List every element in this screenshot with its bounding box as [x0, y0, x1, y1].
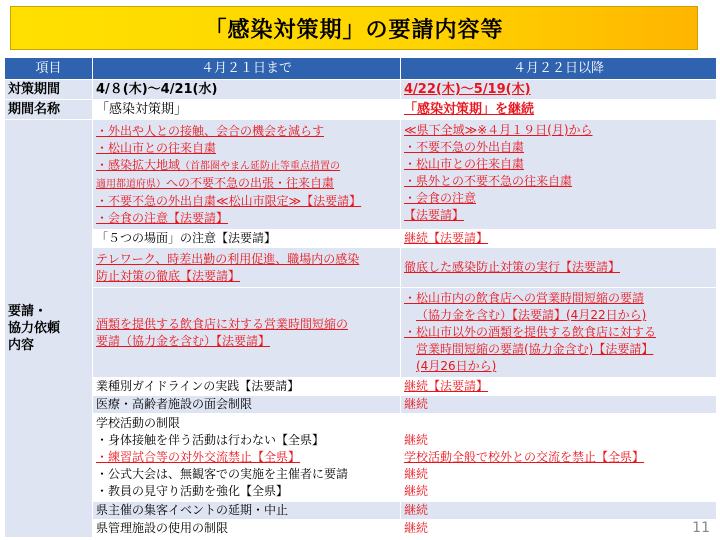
- r4-after: [401, 288, 717, 378]
- row-r6: [5, 396, 717, 414]
- label-name: 期間名称: [5, 100, 93, 120]
- r3-before-line: 防止対策の徹底【法要請】: [96, 268, 241, 283]
- r3-after: 徹底した感染防止対策の実行【法要請】: [401, 248, 717, 288]
- r1-before-line: 適用都道府県）への不要不急の出張・往来自粛: [96, 175, 335, 190]
- table-header: [5, 58, 717, 80]
- header-until-0421: ４月２１日まで: [93, 58, 401, 80]
- r8-before: 県主催の集客イベントの延期・中止: [93, 502, 401, 520]
- row-r8: [5, 502, 717, 520]
- r4-after-line: ・松山市以外の酒類を提供する飲食店に対する: [404, 325, 657, 339]
- r1-after-line: ・松山市との往来自粛: [404, 157, 525, 171]
- row-r9: [5, 520, 717, 538]
- r5-before: 業種別ガイドラインの実践【法要請】: [93, 378, 401, 396]
- title-banner: [10, 6, 698, 50]
- r7-after-line: 継続: [404, 433, 429, 447]
- r3-before-line: テレワーク、時差出勤の利用促進、職場内の感染: [96, 251, 360, 266]
- label-request: [5, 120, 93, 538]
- r1-before-line: ・松山市との往来自粛: [96, 140, 217, 155]
- r6-after: 継続: [401, 396, 717, 414]
- label-request-3: 内容: [8, 338, 35, 353]
- r8-after: 継続: [401, 502, 717, 520]
- r1-before-line: ・外出や人との接触、会合の機会を減らす: [96, 123, 325, 138]
- r7-before-line: ・教員の見守り活動を強化【全県】: [96, 484, 289, 498]
- r4-after-line: 営業時間短縮の要請(協力金含む)【法要請】: [416, 342, 654, 356]
- r7-after-line: 学校活動全般で校外との交流を禁止【全県】: [404, 450, 645, 464]
- r9-after: 継続: [401, 520, 717, 538]
- row-r7: [5, 414, 717, 502]
- r1-after: [401, 120, 717, 230]
- r7-before: [93, 414, 401, 502]
- row-name: [5, 100, 717, 120]
- label-request-2: 協力依頼: [8, 321, 61, 336]
- r1-after-line: ・不要不急の外出自粛: [404, 140, 525, 154]
- r4-after-line: ・松山市内の飲食店への営業時間短縮の要請: [404, 291, 645, 305]
- r7-after-line: 継続: [404, 484, 429, 498]
- r6-before: 医療・高齢者施設の面会制限: [93, 396, 401, 414]
- row-r3: [5, 248, 717, 288]
- r1-after-line: ・会食の注意: [404, 191, 477, 205]
- r9-before: 県管理施設の使用の制限: [93, 520, 401, 538]
- name-after: 「感染対策期」を継続: [401, 100, 717, 120]
- r4-before-line: 要請（協力金を含む）【法要請】: [96, 333, 271, 348]
- header-item: 項目: [5, 58, 93, 80]
- r1-before-line: ・不要不急の外出自粛≪松山市限定≫【法要請】: [96, 193, 362, 208]
- r2-after: 継続【法要請】: [401, 230, 717, 248]
- r1-after-line: 【法要請】: [404, 208, 465, 222]
- r7-before-line: 学校活動の制限: [96, 416, 181, 430]
- r1-after-line: ≪県下全域≫※４月１９日(月)から: [404, 123, 593, 137]
- r3-before: [93, 248, 401, 288]
- r7-after-line: 継続: [404, 467, 429, 481]
- page-number: 11: [692, 520, 710, 536]
- r4-before-line: 酒類を提供する飲食店に対する営業時間短縮の: [96, 316, 349, 331]
- label-request-1: 要請・: [8, 304, 48, 319]
- r7-before-line: ・公式大会は、無観客での実施を主催者に要請: [96, 467, 349, 481]
- r1-after-line: ・県外との不要不急の往来自粛: [404, 174, 573, 188]
- r7-before-line: ・練習試合等の対外交流禁止【全県】: [96, 450, 301, 464]
- period-after: 4/22(木)～5/19(木): [401, 80, 717, 100]
- r4-before: [93, 288, 401, 378]
- header-from-0422: ４月２２日以降: [401, 58, 717, 80]
- r4-after-line: （協力金を含む）【法要請】(4月22日から): [416, 308, 647, 322]
- r2-before: 「５つの場面」の注意【法要請】: [93, 230, 401, 248]
- r5-after: 継続【法要請】: [401, 378, 717, 396]
- row-period: [5, 80, 717, 100]
- r7-after: [401, 414, 717, 502]
- r1-before: [93, 120, 401, 230]
- period-before: 4/８(木)～4/21(水): [93, 80, 401, 100]
- request-table: [4, 57, 717, 538]
- page-title: 「感染対策期」の要請内容等: [204, 17, 504, 43]
- row-r1: [5, 120, 717, 230]
- row-r5: [5, 378, 717, 396]
- row-r2: [5, 230, 717, 248]
- label-period: 対策期間: [5, 80, 93, 100]
- r7-before-line: ・身体接触を伴う活動は行わない【全県】: [96, 433, 325, 447]
- r1-before-line: ・会食の注意【法要請】: [96, 210, 229, 225]
- name-before: 「感染対策期」: [93, 100, 401, 120]
- row-r4: [5, 288, 717, 378]
- r1-before-line: ・感染拡大地域（首都圏やまん延防止等重点措置の: [96, 157, 341, 172]
- r4-after-line: (4月26日から): [416, 359, 497, 373]
- r7-after-line: [404, 415, 713, 432]
